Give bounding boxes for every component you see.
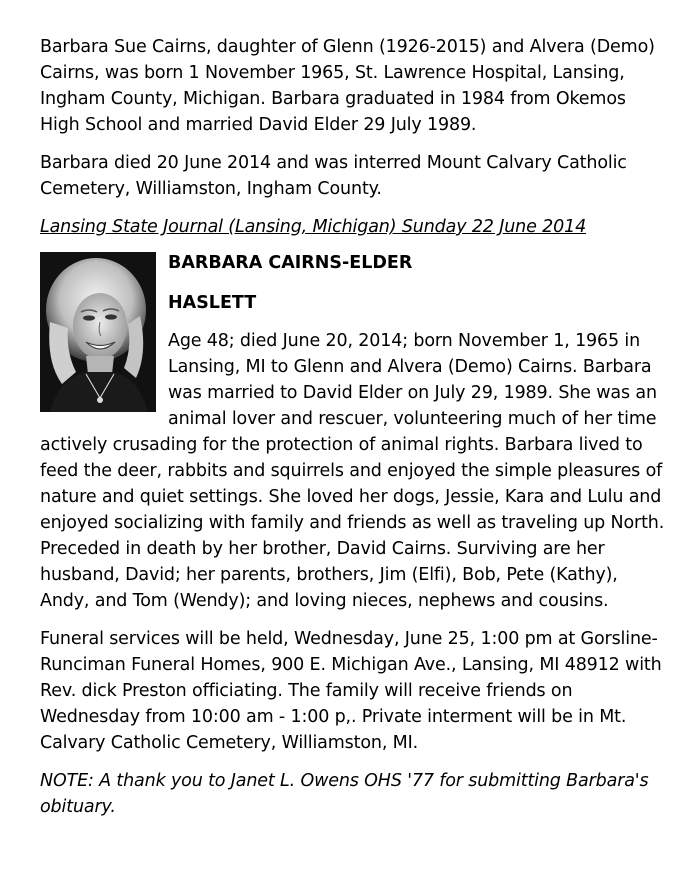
note-paragraph: NOTE: A thank you to Janet L. Owens OHS '77 for submitting Barbara's obituary. <box>40 771 649 817</box>
document-page <box>40 34 670 820</box>
obituary-block <box>40 250 670 756</box>
portrait-photo <box>40 252 156 412</box>
funeral-paragraph: Funeral services will be held, Wednesday, June 25, 1:00 pm at Gorsline-Runciman Funeral Homes, 900 E. Michigan Ave., Lansing, MI 48912 with Rev. dick Preston officiating. The family will receive friends on Wednesday from 10:00 am - 1:00 p,. Private interment will be in Mt. Calvary Catholic Cemetery, Williamston, MI. <box>40 629 662 753</box>
death-paragraph: Barbara died 20 June 2014 and was interred Mount Calvary Catholic Cemetery, Williamston, Ingham County. <box>40 153 627 199</box>
obituary-name-heading: BARBARA CAIRNS-ELDER <box>168 253 413 273</box>
obituary-city-heading: HASLETT <box>168 293 257 313</box>
source-citation: Lansing State Journal (Lansing, Michigan) Sunday 22 June 2014 <box>40 217 587 237</box>
intro-paragraph: Barbara Sue Cairns, daughter of Glenn (1926-2015) and Alvera (Demo) Cairns, was born 1 November 1965, St. Lawrence Hospital, Lansing, Ingham County, Michigan. Barbara graduated in 1984 from Okemos High School and married David Elder 29 July 1989. <box>40 37 655 135</box>
obituary-body: Age 48; died June 20, 2014; born November 1, 1965 in Lansing, MI to Glenn and Alvera (Demo) Cairns. Barbara was married to David Elder on July 29, 1989. She was an animal lover and rescuer, volunteering much of her time actively crusading for the protection of animal rights. Barbara lived to feed the deer, rabbits and squirrels and enjoyed the simple pleasures of nature and quiet settings. She loved her dogs, Jessie, Kara and Lulu and enjoyed socializing with family and friends as well as traveling up North. Preceded in death by her brother, David Cairns. Surviving are her husband, David; her parents, brothers, Jim (Elfi), Bob, Pete (Kathy), Andy, and Tom (Wendy); and loving nieces, nephews and cousins. <box>40 331 665 611</box>
